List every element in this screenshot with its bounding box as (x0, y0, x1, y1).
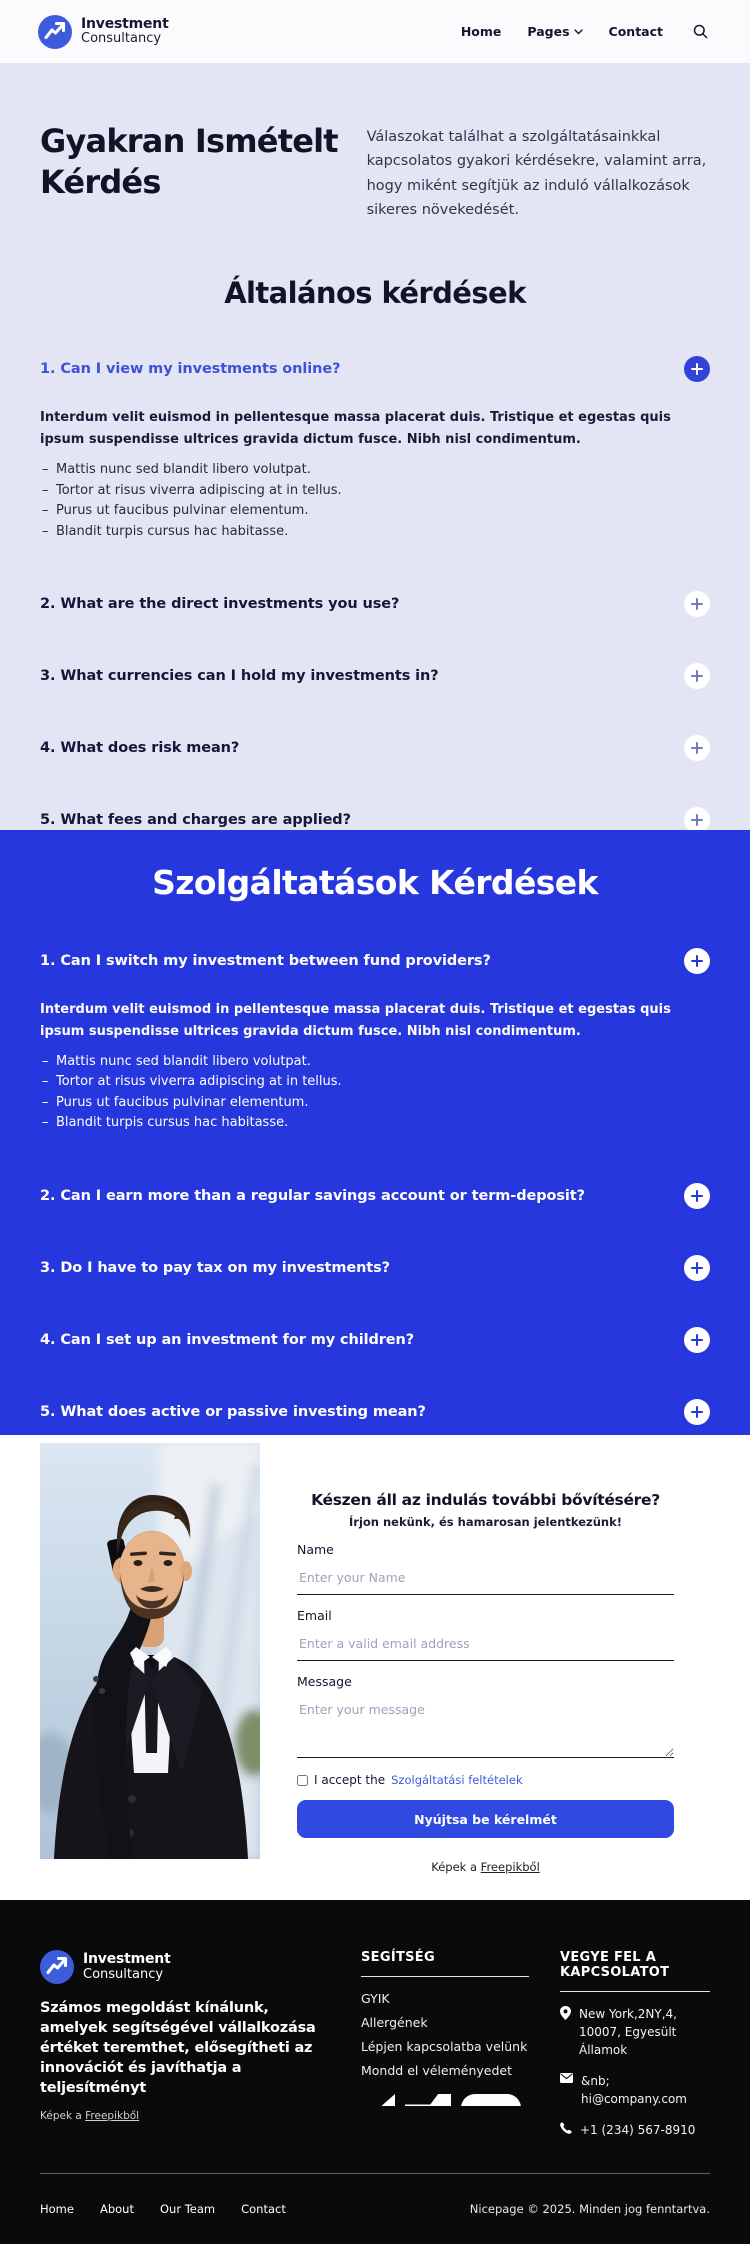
accept-terms-checkbox[interactable] (297, 1775, 308, 1786)
faq-item (40, 727, 710, 769)
footer-bottom-nav (40, 2202, 286, 2216)
services-faq-title: Szolgáltatások Kérdések (152, 863, 598, 902)
copyright-text: Nicepage © 2025. Minden jog fenntartva. (469, 2202, 710, 2216)
faq-item (40, 1391, 710, 1433)
credit-prefix: Képek a (40, 2110, 86, 2122)
footer-logo[interactable] (40, 1950, 330, 1984)
name-field (297, 1542, 674, 1595)
email-input[interactable] (297, 1630, 674, 1661)
brand-name-line2: Consultancy (81, 31, 162, 47)
main-nav (461, 24, 708, 39)
expand-plus-icon[interactable] (684, 1327, 710, 1353)
footer-phone[interactable]: +1 (234) 567-8910 (580, 2123, 696, 2137)
general-faq-section (0, 276, 750, 830)
chevron-down-icon (574, 29, 583, 35)
footer-link-kapcsolat[interactable]: Lépjen kapcsolatba velünk (361, 2039, 528, 2054)
faq-question-row[interactable] (40, 799, 710, 830)
faq-question-text: 3. Do I have to pay tax on my investments? (40, 1259, 390, 1276)
footer-phone-row (560, 2121, 710, 2139)
contact-form (297, 1542, 674, 1838)
brand-name (81, 17, 169, 47)
footer-contact-title: VEGYE FEL A KAPCSOLATOT (560, 1950, 710, 1992)
contact-subtitle: Írjon nekünk, és hamarosan jelentkezünk! (349, 1515, 622, 1529)
footer-link-allergenek[interactable]: Allergének (361, 2015, 428, 2030)
expand-plus-icon[interactable] (684, 1399, 710, 1425)
faq-answer-intro: Interdum velit euismod in pellentesque massa placerat duis. Tristique et egestas quis ipsum suspendisse ultrices gravida dictum fusce. Nibh nisl condimentum. (40, 410, 671, 448)
faq-item-expanded (40, 948, 710, 1134)
envelope-icon (560, 2073, 573, 2083)
trending-up-logo-icon (38, 15, 72, 49)
footer-bottom-bar (40, 2174, 710, 2216)
faq-item (40, 655, 710, 697)
image-credit (297, 1860, 674, 1874)
message-label: Message (297, 1674, 352, 1689)
message-input[interactable] (297, 1696, 674, 1758)
hero-description: Válaszokat találhat a szolgáltatásainkkal kapcsolatos gyakori kérdésekre, valamint arra, hogy miként segítjük az induló vállalkozások sikeres növekedését. (366, 129, 707, 219)
search-icon[interactable] (693, 24, 708, 39)
faq-question-text: 5. What does active or passive investing mean? (40, 1403, 426, 1420)
contact-form-column (297, 1443, 674, 1900)
bottom-nav-contact[interactable]: Contact (241, 2202, 286, 2216)
faq-question-text: 1. Can I view my investments online? (40, 361, 341, 378)
faq-question-text: 2. What are the direct investments you use? (40, 596, 400, 613)
expand-plus-icon[interactable] (684, 807, 710, 830)
email-field (297, 1608, 674, 1661)
expand-plus-icon[interactable] (684, 1255, 710, 1281)
page-title: Gyakran Ismételt Kérdés (40, 122, 338, 201)
footer-link-gyik[interactable]: GYIK (361, 1991, 390, 2006)
terms-text: I accept the (314, 1773, 386, 1787)
faq-question-row[interactable] (40, 1319, 710, 1361)
contact-section (0, 1435, 750, 1900)
footer-link-velemeny[interactable]: Mondd el véleményedet (361, 2063, 512, 2078)
footer-email-row (560, 2072, 710, 2108)
footer-about-text: Számos megoldást kínálunk, amelyek segítségével vállalkozása értéket teremthet, elősegítheti az innovációt és javíthatja a teljesítményt (40, 2000, 316, 2096)
nav-home-label: Home (460, 24, 502, 39)
nav-contact-label: Contact (608, 24, 663, 39)
footer-columns (40, 1950, 710, 2139)
footer-address-row (560, 2005, 710, 2059)
faq-bullet: – Tortor at risus viverra adipiscing at in tellus. (40, 481, 710, 502)
faq-bullet: – Mattis nunc sed blandit libero volutpat. (40, 460, 710, 481)
brand-name-line2: Consultancy (83, 1966, 164, 1982)
bottom-nav-home[interactable]: Home (40, 2202, 74, 2216)
collapse-plus-icon[interactable] (684, 356, 710, 382)
faq-answer-bullets (40, 460, 710, 542)
faq-question-text: 2. Can I earn more than a regular savings account or term-deposit? (40, 1187, 585, 1204)
terms-link[interactable]: Szolgáltatási feltételek (391, 1773, 523, 1787)
faq-question-row[interactable] (40, 1391, 710, 1433)
nav-pages[interactable] (527, 24, 582, 39)
contact-title: Készen áll az indulás további bővítésére? (311, 1491, 660, 1509)
faq-item (40, 1247, 710, 1289)
collapse-plus-icon[interactable] (684, 948, 710, 974)
expand-plus-icon[interactable] (684, 591, 710, 617)
footer-contact-column (560, 1950, 710, 2139)
faq-answer-bullets (40, 1052, 710, 1134)
footer-address: New York,2NY,4, 10007, Egyesült Államok (579, 2007, 677, 2057)
faq-question-text: 4. Can I set up an investment for my children? (40, 1331, 415, 1348)
faq-bullet: – Tortor at risus viverra adipiscing at in tellus. (40, 1072, 710, 1093)
faq-item-expanded (40, 356, 710, 542)
faq-question-text: 4. What does risk mean? (40, 740, 240, 757)
general-faq-list (0, 356, 750, 830)
faq-question-text: 3. What currencies can I hold my investments in? (40, 668, 439, 685)
brand-name-line1: Investment (81, 15, 169, 32)
faq-item (40, 1175, 710, 1217)
name-label: Name (297, 1542, 334, 1557)
site-footer (0, 1900, 750, 2244)
faq-question-row[interactable] (40, 727, 710, 769)
nav-home[interactable] (461, 24, 502, 39)
faq-bullet: – Mattis nunc sed blandit libero volutpat. (40, 1052, 710, 1073)
bottom-nav-about[interactable]: About (99, 2202, 134, 2216)
footer-help-links (361, 1991, 529, 2078)
faq-bullet: – Blandit turpis cursus hac habitasse. (40, 522, 710, 543)
faq-item (40, 799, 710, 830)
faq-question-row[interactable] (40, 1175, 710, 1217)
freepik-link[interactable]: Freepikből (480, 1860, 540, 1874)
faq-bullet: – Purus ut faucibus pulvinar elementum. (40, 1093, 710, 1114)
location-pin-icon (560, 2006, 571, 2020)
brand-name-line1: Investment (83, 1951, 171, 1968)
faq-item (40, 1319, 710, 1361)
footer-help-column (361, 1950, 529, 2139)
faq-question-text: 1. Can I switch my investment between fund providers? (40, 953, 491, 969)
footer-email[interactable]: &nb; hi@company.com (581, 2074, 687, 2106)
terms-row (297, 1773, 674, 1787)
footer-brand-column (40, 1950, 330, 2139)
clipped-social-graphic (361, 2094, 529, 2106)
faq-answer (40, 999, 710, 1134)
email-label: Email (297, 1608, 332, 1623)
nav-contact[interactable] (609, 24, 663, 39)
general-faq-title: Általános kérdések (224, 276, 526, 311)
faq-question-row[interactable] (40, 655, 710, 697)
faq-question-text: 5. What fees and charges are applied? (40, 812, 351, 829)
faq-answer-intro: Interdum velit euismod in pellentesque massa placerat duis. Tristique et egestas quis ipsum suspendisse ultrices gravida dictum fusce. Nibh nisl condimentum. (40, 1002, 671, 1039)
general-zone (0, 63, 750, 830)
credit-prefix: Képek a (431, 1860, 481, 1874)
expand-plus-icon[interactable] (684, 735, 710, 761)
name-input[interactable] (297, 1564, 674, 1595)
expand-plus-icon[interactable] (684, 1183, 710, 1209)
faq-bullet: – Purus ut faucibus pulvinar elementum. (40, 501, 710, 522)
site-header (0, 0, 750, 63)
faq-question-row[interactable] (40, 1247, 710, 1289)
faq-item (40, 583, 710, 625)
faq-answer (40, 407, 710, 542)
phone-receiver-icon (560, 2122, 572, 2134)
faq-question-row[interactable] (40, 948, 710, 974)
submit-button[interactable]: Nyújtsa be kérelmét (297, 1800, 674, 1838)
faq-bullet: – Blandit turpis cursus hac habitasse. (40, 1113, 710, 1134)
expand-plus-icon[interactable] (684, 663, 710, 689)
message-field (297, 1674, 674, 1762)
footer-help-title: SEGÍTSÉG (361, 1950, 529, 1977)
nav-pages-label: Pages (527, 24, 570, 39)
services-faq-section (0, 830, 750, 1435)
freepik-link[interactable]: Freepikből (85, 2110, 140, 2122)
services-faq-list (0, 948, 750, 1433)
bottom-nav-our-team[interactable]: Our Team (159, 2202, 216, 2216)
site-logo[interactable] (38, 15, 169, 49)
trending-up-logo-icon (40, 1950, 74, 1984)
hero-section (0, 63, 750, 222)
faq-question-row[interactable] (40, 356, 710, 382)
businessman-photo (40, 1443, 260, 1859)
footer-image-credit (40, 2110, 330, 2122)
faq-question-row[interactable] (40, 583, 710, 625)
